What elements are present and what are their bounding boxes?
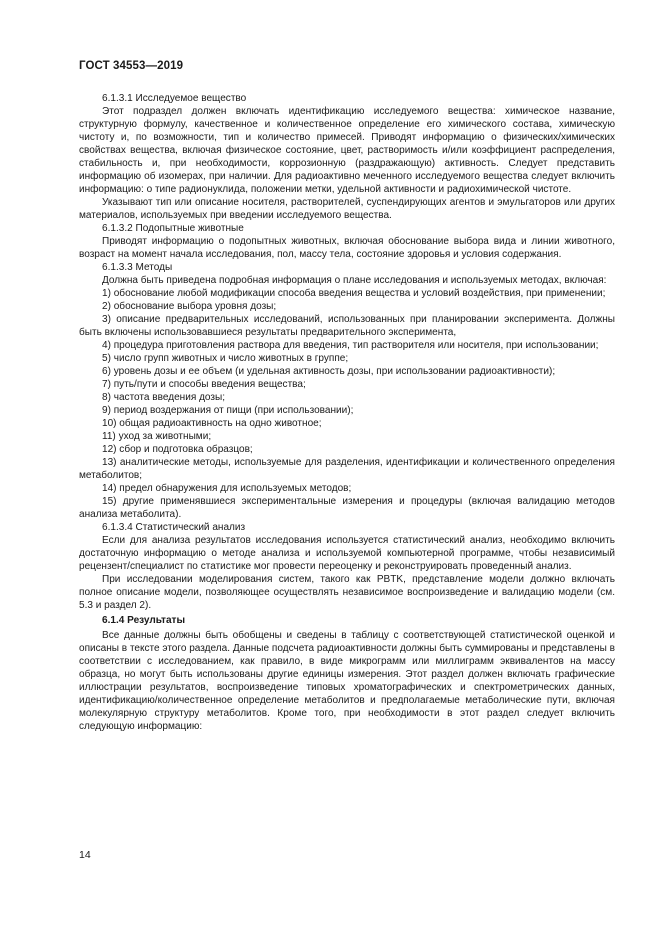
subsection-heading: 6.1.3.1 Исследуемое вещество [102,93,247,104]
paragraph: Указывают тип или описание носителя, растворителей, суспендирующих агентов и эмульгаторов или других материалов, используемых при введении исследуемого вещества. [79,197,615,221]
list-item: 3) описание предварительных исследований, использованных при планировании эксперимента. Должны быть включены использовавшиеся результаты предварительного эксперимента, [79,314,615,338]
paragraph: Если для анализа результатов исследования используется статистический анализ, необходимо включить достаточную информацию о методе анализа и используемой компьютерной программе, чтобы независимый рецензент/специалист по статистике мог провести переоценку и реконструировать проведенный анализ. [79,535,615,572]
subsection-heading: 6.1.3.3 Методы [102,262,173,273]
list-item: 8) частота введения дозы; [102,392,226,403]
section-heading: 6.1.4 Результаты [102,615,186,626]
list-item: 11) уход за животными; [102,431,212,442]
page-number: 14 [79,849,91,861]
paragraph: Этот подраздел должен включать идентификацию исследуемого вещества: химическое название, структурную формулу, качественное и количественное определение его химического состава, химическую чистоту и, по возможности, тип и количество примесей. Приводят информацию о физических/химических свойствах вещества, включая физическое состояние, цвет, растворимость и/или коэффициент распределения, стабильность и, при необходимости, коррозионную (раздражающую) активность. Следует представить информацию об изомерах, при наличии. Для радиоактивно меченного исследуемого вещества следует включить информацию: о типе радионуклида, положении метки, удельной активности и радиохимической чистоте. [79,106,615,195]
list-item: 15) другие применявшиеся экспериментальные измерения и процедуры (включая валидацию методов анализа метаболита). [79,496,615,520]
list-item: 9) период воздержания от пищи (при использовании); [102,405,354,416]
list-item: 12) сбор и подготовка образцов; [102,444,253,455]
document-header-title: ГОСТ 34553—2019 [79,60,184,72]
list-item: 5) число групп животных и число животных в группе; [102,353,349,364]
subsection-heading: 6.1.3.2 Подопытные животные [102,223,244,234]
list-item: 4) процедура приготовления раствора для введения, тип растворителя или носителя, при использовании; [102,340,599,351]
list-item: 14) предел обнаружения для используемых методов; [102,483,352,494]
paragraph: Должна быть приведена подробная информация о плане исследования и используемых методах, включая: [102,275,607,286]
document-body [79,92,615,733]
list-item: 6) уровень дозы и ее объем (и удельная активность дозы, при использовании радиоактивности); [102,366,556,377]
list-item: 2) обоснование выбора уровня дозы; [102,301,277,312]
paragraph: При исследовании моделирования систем, такого как PBTK, представление модели должно включать полное описание модели, позволяющее осуществлять независимое воспроизведение и валидацию модели (см. 5.3 и раздел 2). [79,574,615,611]
list-item: 10) общая радиоактивность на одно животное; [102,418,322,429]
paragraph: Все данные должны быть обобщены и сведены в таблицу с соответствующей статистической оценкой и описаны в тексте этого раздела. Данные подсчета радиоактивности должны быть суммированы и представлены в соответствии с исследованием, как правило, в виде микрограмм или миллиграмм эквивалентов на массу образца, но могут быть использованы другие единицы измерения. Этот раздел должен включать графические иллюстрации результатов, воспроизведение типовых хроматографических и спектрометрических данных, идентификацию/количественное определение метаболитов и предполагаемые метаболические пути, включая молекулярную структуру метаболитов. Кроме того, при необходимости в этот раздел следует включить следующую информацию: [79,630,615,732]
subsection-heading: 6.1.3.4 Статистический анализ [102,522,246,533]
list-item: 7) путь/пути и способы введения вещества; [102,379,306,390]
list-item: 1) обоснование любой модификации способа введения вещества и условий воздействия, при применении; [102,288,606,299]
paragraph: Приводят информацию о подопытных животных, включая обоснование выбора вида и линии животного, возраст на момент начала исследования, пол, массу тела, состояние здоровья и условия содержания. [79,236,615,260]
list-item: 13) аналитические методы, используемые для разделения, идентификации и количественного определения метаболитов; [79,457,615,481]
